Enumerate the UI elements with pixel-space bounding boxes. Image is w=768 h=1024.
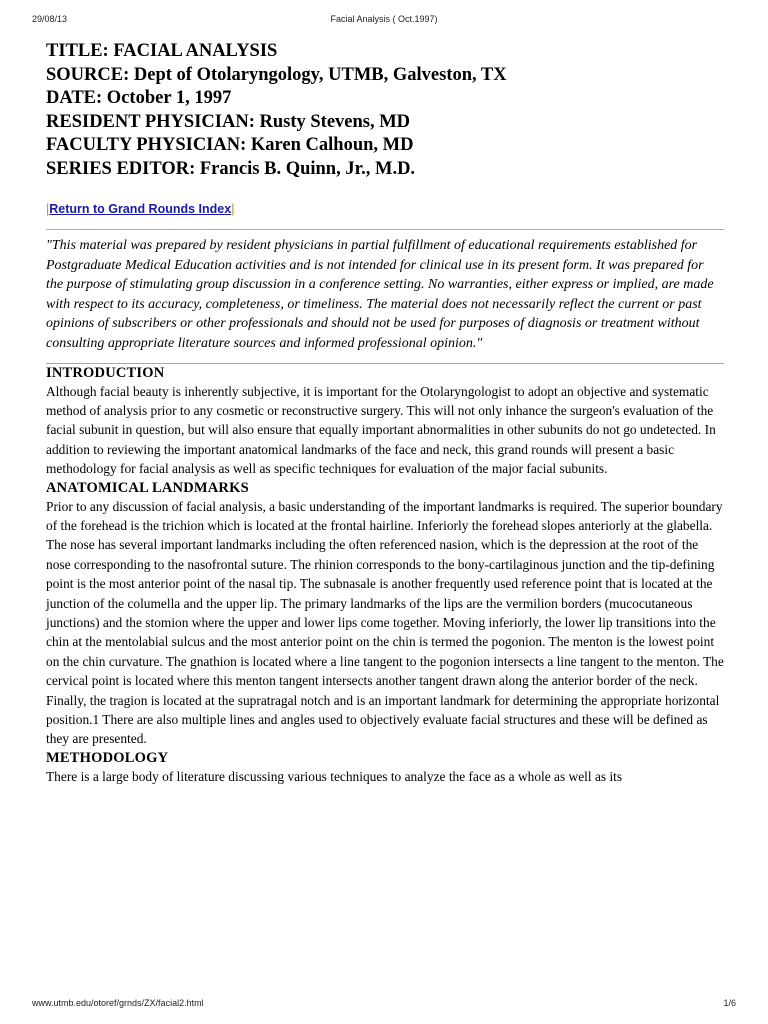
introduction-paragraph: Although facial beauty is inherently subjective, it is important for the Otolaryngologist to adopt an objective and systematic method of analysis prior to any cosmetic or reconstructive surgery. This will not only inhance the surgeon's evaluation of the facial subunit in question, but will also ensure that equally important abnormalities in other subunits do not go undetected. In addition to reviewing the important anatomical landmarks of the face and neck, this grand rounds will present a basic methodology for facial analysis as well as specific techniques for evaluation of the major facial subunits.	[46, 383, 716, 477]
faculty-physician: FACULTY PHYSICIAN: Karen Calhoun, MD	[46, 135, 414, 155]
methodology-paragraph: There is a large body of literature discussing various techniques to analyze the face as a whole as well as its	[46, 768, 623, 784]
introduction-heading: INTRODUCTION	[46, 364, 165, 381]
article-content	[46, 40, 724, 786]
nav-separator-right: |	[231, 202, 235, 216]
print-header	[32, 14, 736, 28]
print-footer	[32, 998, 736, 1012]
article-source: SOURCE: Dept of Otolaryngology, UTMB, Galveston, TX	[46, 64, 507, 85]
landmarks-paragraph: Prior to any discussion of facial analysis, a basic understanding of the important landmarks is required. The superior boundary of the forehead is the trichion which is located at the frontal hairline. Inferiorly the forehead slopes anteriorly at the glabella. The nose has several important landmarks including the often referenced nasion, which is the depression at the root of the nose corresponding to the nasofrontal suture. The rhinion corresponds to the bony-cartilaginous junction and the tip-defining point is the most anterior point of the nasal tip. The subnasale is another frequently used reference point that is located at the junction of the columella and the upper lip. The primary landmarks of the lips are the vermilion borders (mucocutaneous junctions) and the stomion where the upper and lower lips come together. Moving inferiorly, the lower lip transitions into the chin at the mentolabial sulcus and the most anterior point on the chin is termed the pogonion. The menton is the lowest point on the chin curvature. The gnathion is located where a line tangent to the pogonion intersects a line tangent to the menton. The cervical point is located where this menton tangent intersects another tangent drawn along the anterior border of the neck. Finally, the tragion is located at the supratragal notch and is an important landmark for determining the appropriate horizontal position.1 There are also multiple lines and angles used to objectively evaluate facial structures and these will be defined as they are presented.	[46, 498, 724, 747]
print-url: www.utmb.edu/otoref/grnds/ZX/facial2.html	[32, 998, 204, 1008]
methodology-heading: METHODOLOGY	[46, 749, 169, 766]
return-nav	[46, 202, 724, 218]
article-date: DATE: October 1, 1997	[46, 88, 232, 108]
article-title: TITLE: FACIAL ANALYSIS	[46, 41, 278, 61]
divider-top	[46, 229, 724, 230]
landmarks-heading: ANATOMICAL LANDMARKS	[46, 479, 249, 496]
nav-separator-left: |	[46, 202, 50, 216]
print-page-title: Facial Analysis ( Oct.1997)	[330, 14, 438, 24]
article-metadata	[46, 40, 724, 181]
disclaimer-text: "This material was prepared by resident physicians in partial fulfillment of educational requirements established for Postgraduate Medical Education activities and is not intended for clinical use in its present form. It was prepared for the purpose of stimulating group discussion in a conference setting. No warranties, either express or implied, are made with respect to its accuracy, completeness, or timeliness. The material does not necessarily reflect the current or past opinions of subscribers or other professionals and should not be used for purposes of diagnosis or treatment without consulting appropriate literature sources and informed professional opinion."	[46, 238, 714, 351]
return-to-index-link[interactable]: Return to Grand Rounds Index	[49, 202, 232, 216]
print-page-number: 1/6	[723, 998, 736, 1008]
series-editor: SERIES EDITOR: Francis B. Quinn, Jr., M.D.	[46, 158, 416, 179]
resident-physician: RESIDENT PHYSICIAN: Rusty Stevens, MD	[46, 111, 411, 132]
print-date: 29/08/13	[32, 14, 68, 24]
